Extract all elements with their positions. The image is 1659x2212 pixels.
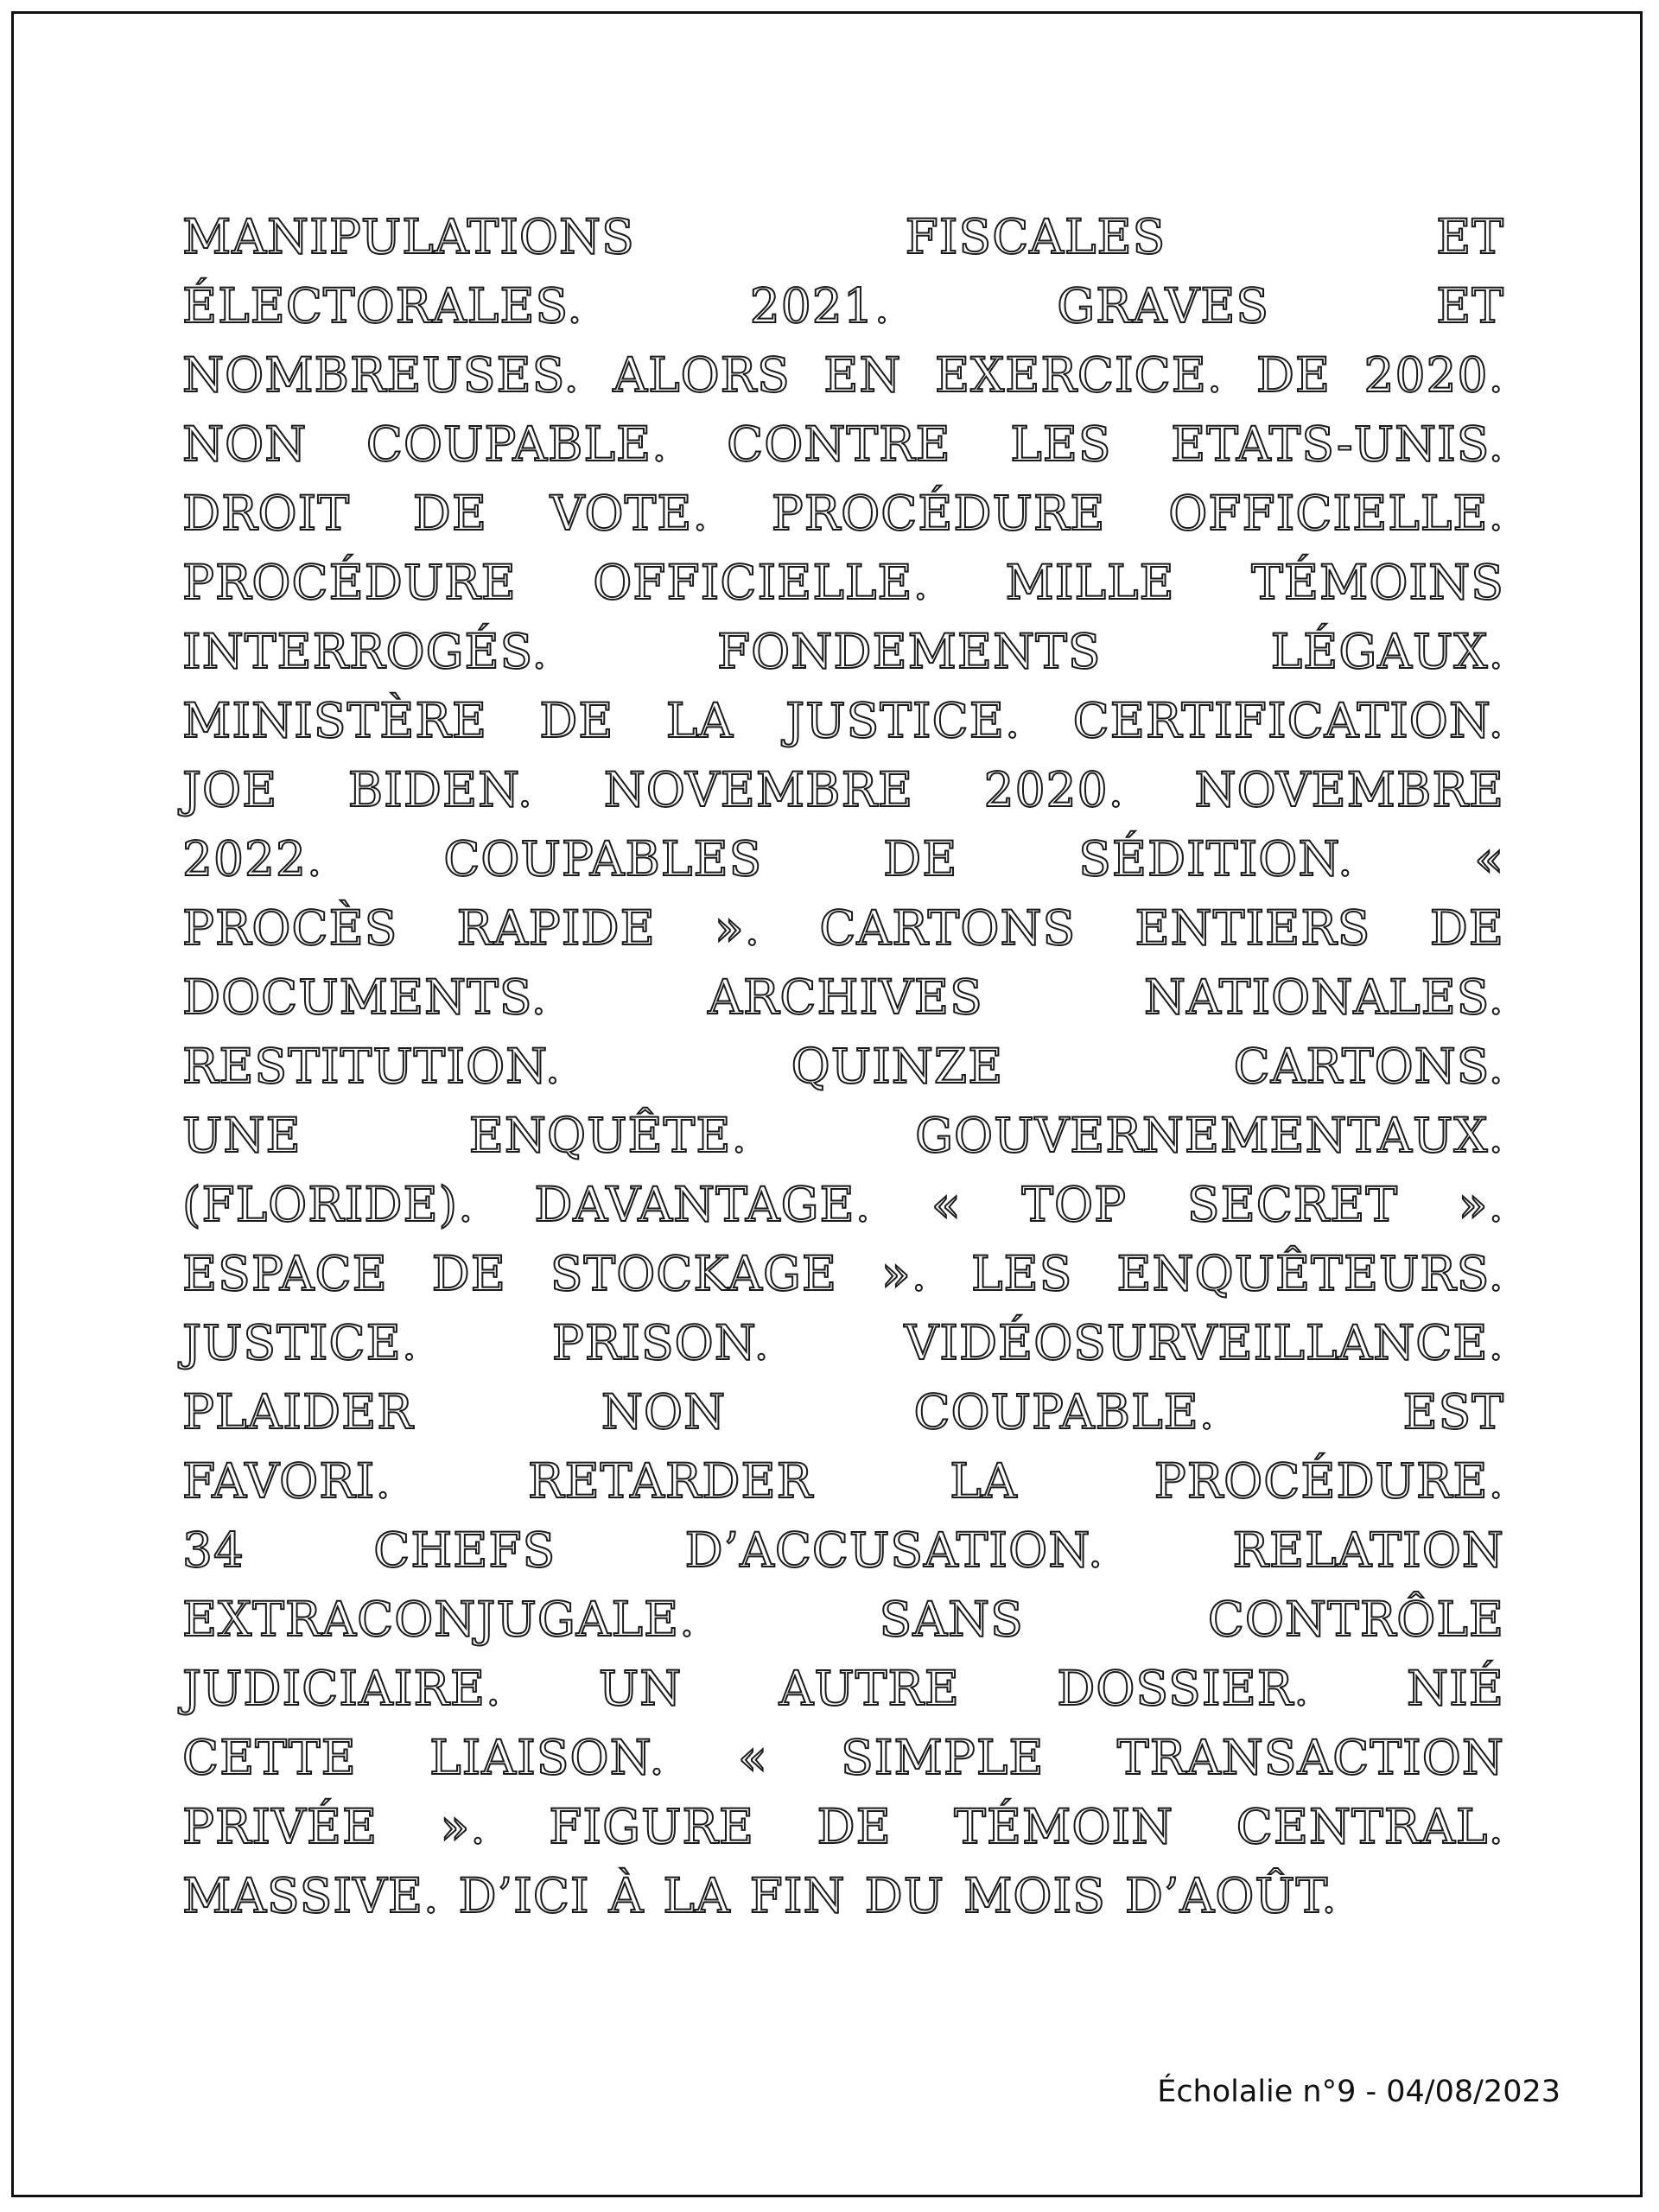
poem-word: EN — [823, 347, 902, 403]
poem-word: 2021. — [749, 278, 891, 334]
poem-line — [182, 271, 1504, 340]
poem-word: « — [931, 1177, 962, 1232]
poem-word: OFFICIELLE. — [1168, 486, 1504, 541]
poem-word: LES — [971, 1246, 1073, 1301]
poem-line — [182, 1861, 1504, 1930]
poem-word: D’ICI — [458, 1868, 590, 1923]
page-frame — [11, 11, 1643, 2197]
poem-word: UNE — [182, 1108, 302, 1163]
poem-line — [182, 893, 1504, 963]
poem-word: TOP — [1021, 1177, 1128, 1232]
poem-word: CETTE — [182, 1730, 357, 1785]
poem-word: CHEFS — [373, 1522, 556, 1578]
poem-word: FAVORI. — [182, 1453, 391, 1509]
poem-word: LIAISON. — [429, 1730, 665, 1785]
poem-word: NATIONALES. — [1143, 969, 1504, 1025]
poem-word: CENTRAL. — [1236, 1799, 1504, 1854]
poem-line — [182, 1377, 1504, 1446]
poem-word: PROCÉDURE — [771, 486, 1106, 541]
poem-line — [182, 1101, 1504, 1170]
poem-word: INTERROGÉS. — [182, 624, 548, 679]
poem-word: À — [608, 1868, 645, 1923]
poem-word: LES — [1010, 416, 1112, 472]
poem-line — [182, 755, 1504, 824]
poem-word: ». — [1458, 1177, 1504, 1232]
poem-word: EXERCICE. — [934, 347, 1224, 403]
poem-word: LA — [663, 1868, 731, 1923]
poem-word: « — [738, 1730, 768, 1785]
poem-word: NOVEMBRE — [603, 762, 914, 817]
poem-word: 34 — [182, 1522, 245, 1578]
poem-word: NOMBREUSES. — [182, 347, 580, 403]
poem-word: EXTRACONJUGALE. — [182, 1592, 696, 1647]
poem-word: NIÉ — [1406, 1661, 1504, 1716]
poem-word: GOUVERNEMENTAUX. — [915, 1108, 1504, 1163]
poem-word: QUINZE — [791, 1039, 1004, 1094]
poem-line — [182, 963, 1504, 1032]
poem-word: DE — [817, 1799, 892, 1854]
poem-word: SIMPLE — [841, 1730, 1045, 1785]
poem-word: DU — [864, 1868, 945, 1923]
poem-line — [182, 1585, 1504, 1654]
poem-word: FONDEMENTS — [716, 624, 1102, 679]
poem-line — [182, 410, 1504, 479]
poem-word: JUSTICE. — [785, 693, 1021, 748]
poem-word: UN — [598, 1661, 683, 1716]
poem-word: STOCKAGE — [550, 1246, 838, 1301]
poem-line — [182, 1723, 1504, 1792]
poem-word: MANIPULATIONS — [182, 209, 635, 264]
poem-word: TÉMOINS — [1251, 555, 1504, 610]
poem-word: SECRET — [1186, 1177, 1399, 1232]
poem-word: PROCÈS — [182, 900, 398, 956]
poem-line — [182, 1308, 1504, 1377]
poem-word: ET — [1436, 278, 1504, 334]
poem-word: LÉGAUX. — [1270, 624, 1504, 679]
poem-word: RETARDER — [528, 1453, 814, 1509]
poem-word: OFFICIELLE. — [593, 555, 929, 610]
poem-word: MINISTÈRE — [182, 693, 487, 748]
poem-line — [182, 479, 1504, 548]
poem-word: 2020. — [983, 762, 1125, 817]
poem-word: ENQUÊTEURS. — [1116, 1246, 1504, 1301]
poem-word: D’ACCUSATION. — [684, 1522, 1104, 1578]
poem-word: PROCÉDURE. — [1154, 1453, 1504, 1509]
poem-word: DOSSIER. — [1057, 1661, 1310, 1716]
poem-word: DE — [539, 693, 614, 748]
poem-word: ENTIERS — [1135, 900, 1371, 956]
poem-word: AUTRE — [779, 1661, 960, 1716]
poem-word: NON — [182, 416, 308, 472]
poem-word: ÉLECTORALES. — [182, 278, 583, 334]
poem-word: CERTIFICATION. — [1072, 693, 1504, 748]
poem-word: ». — [440, 1799, 486, 1854]
poem-word: GRAVES — [1057, 278, 1270, 334]
poem-word: MASSIVE. — [182, 1868, 440, 1923]
issue-footer-label: Écholalie n°9 - 04/08/2023 — [1157, 2075, 1560, 2109]
poem-word: LA — [950, 1453, 1018, 1509]
poem-word: DROIT — [182, 486, 351, 541]
poem-word: DE — [1429, 900, 1504, 956]
poem-word: DOCUMENTS. — [182, 969, 548, 1025]
poem-word: BIDEN. — [347, 762, 534, 817]
poem-line — [182, 1446, 1504, 1516]
poem-word: RELATION — [1232, 1522, 1504, 1578]
poem-word: PRIVÉE — [182, 1799, 378, 1854]
poem-line — [182, 824, 1504, 893]
poem-line — [182, 1792, 1504, 1861]
poem-word: PROCÉDURE — [182, 555, 517, 610]
poem-word: COUPABLES — [443, 831, 763, 887]
poem-word: CARTONS — [819, 900, 1077, 956]
poem-word: TÉMOIN — [954, 1799, 1174, 1854]
poem-word: ». — [715, 900, 761, 956]
poem-word: JUSTICE. — [182, 1315, 418, 1370]
poem-word: CONTRE — [727, 416, 951, 472]
poem-word: DE — [431, 1246, 506, 1301]
poem-line — [182, 686, 1504, 755]
poem-line — [182, 617, 1504, 686]
poem-line — [182, 1516, 1504, 1585]
poem-word: 2022. — [182, 831, 323, 887]
poem-word: PLAIDER — [182, 1384, 414, 1440]
poem-word: 2020. — [1363, 347, 1504, 403]
poem-word: ET — [1436, 209, 1504, 264]
poem-word: DE — [412, 486, 488, 541]
poem-line — [182, 1239, 1504, 1308]
poem-word: COUPABLE. — [913, 1384, 1216, 1440]
poem-word: SANS — [879, 1592, 1024, 1647]
poem-word: TRANSACTION — [1116, 1730, 1504, 1785]
poem-word: ALORS — [613, 347, 791, 403]
poem-word: EST — [1402, 1384, 1504, 1440]
poem-word: MILLE — [1005, 555, 1175, 610]
poem-word: ESPACE — [182, 1246, 388, 1301]
poem-word: RAPIDE — [456, 900, 656, 956]
poem-word: DE — [883, 831, 958, 887]
poem-word: NOVEMBRE — [1194, 762, 1504, 817]
poem-word: DE — [1255, 347, 1332, 403]
poem-word: COUPABLE. — [365, 416, 668, 472]
poem-line — [182, 340, 1504, 410]
poem-word: CARTONS. — [1233, 1039, 1504, 1094]
poem-word: ARCHIVES — [708, 969, 983, 1025]
poem-word: SÉDITION. — [1078, 831, 1354, 887]
poem-word: DAVANTAGE. — [534, 1177, 872, 1232]
poem-word: VOTE. — [550, 486, 709, 541]
poem-line — [182, 548, 1504, 617]
poem-word: FIGURE — [549, 1799, 754, 1854]
poem-word: JUDICIAIRE. — [182, 1661, 502, 1716]
poem-word: « — [1474, 831, 1504, 887]
poem-word: LA — [665, 693, 734, 748]
poem-word: (FLORIDE). — [182, 1177, 474, 1232]
poem-word: ENQUÊTE. — [468, 1108, 747, 1163]
poem-line — [182, 202, 1504, 271]
poem-word: ». — [880, 1246, 928, 1301]
poem-word: NON — [601, 1384, 727, 1440]
poem-word: D’AOÛT. — [1124, 1868, 1338, 1923]
poem-line — [182, 1032, 1504, 1101]
poem-word: FISCALES — [905, 209, 1166, 264]
poem-line — [182, 1654, 1504, 1723]
poem-word: JOE — [182, 762, 278, 817]
poem-word: RESTITUTION. — [182, 1039, 562, 1094]
poem-word: CONTRÔLE — [1207, 1592, 1504, 1647]
poem-word: VIDÉOSURVEILLANCE. — [904, 1315, 1504, 1370]
poem-text-block — [182, 202, 1504, 1930]
poem-word: FIN — [749, 1868, 846, 1923]
poem-word: PRISON. — [551, 1315, 770, 1370]
poem-line — [182, 1170, 1504, 1239]
poem-word: MOIS — [963, 1868, 1106, 1923]
poem-word: ETATS-UNIS. — [1171, 416, 1504, 472]
